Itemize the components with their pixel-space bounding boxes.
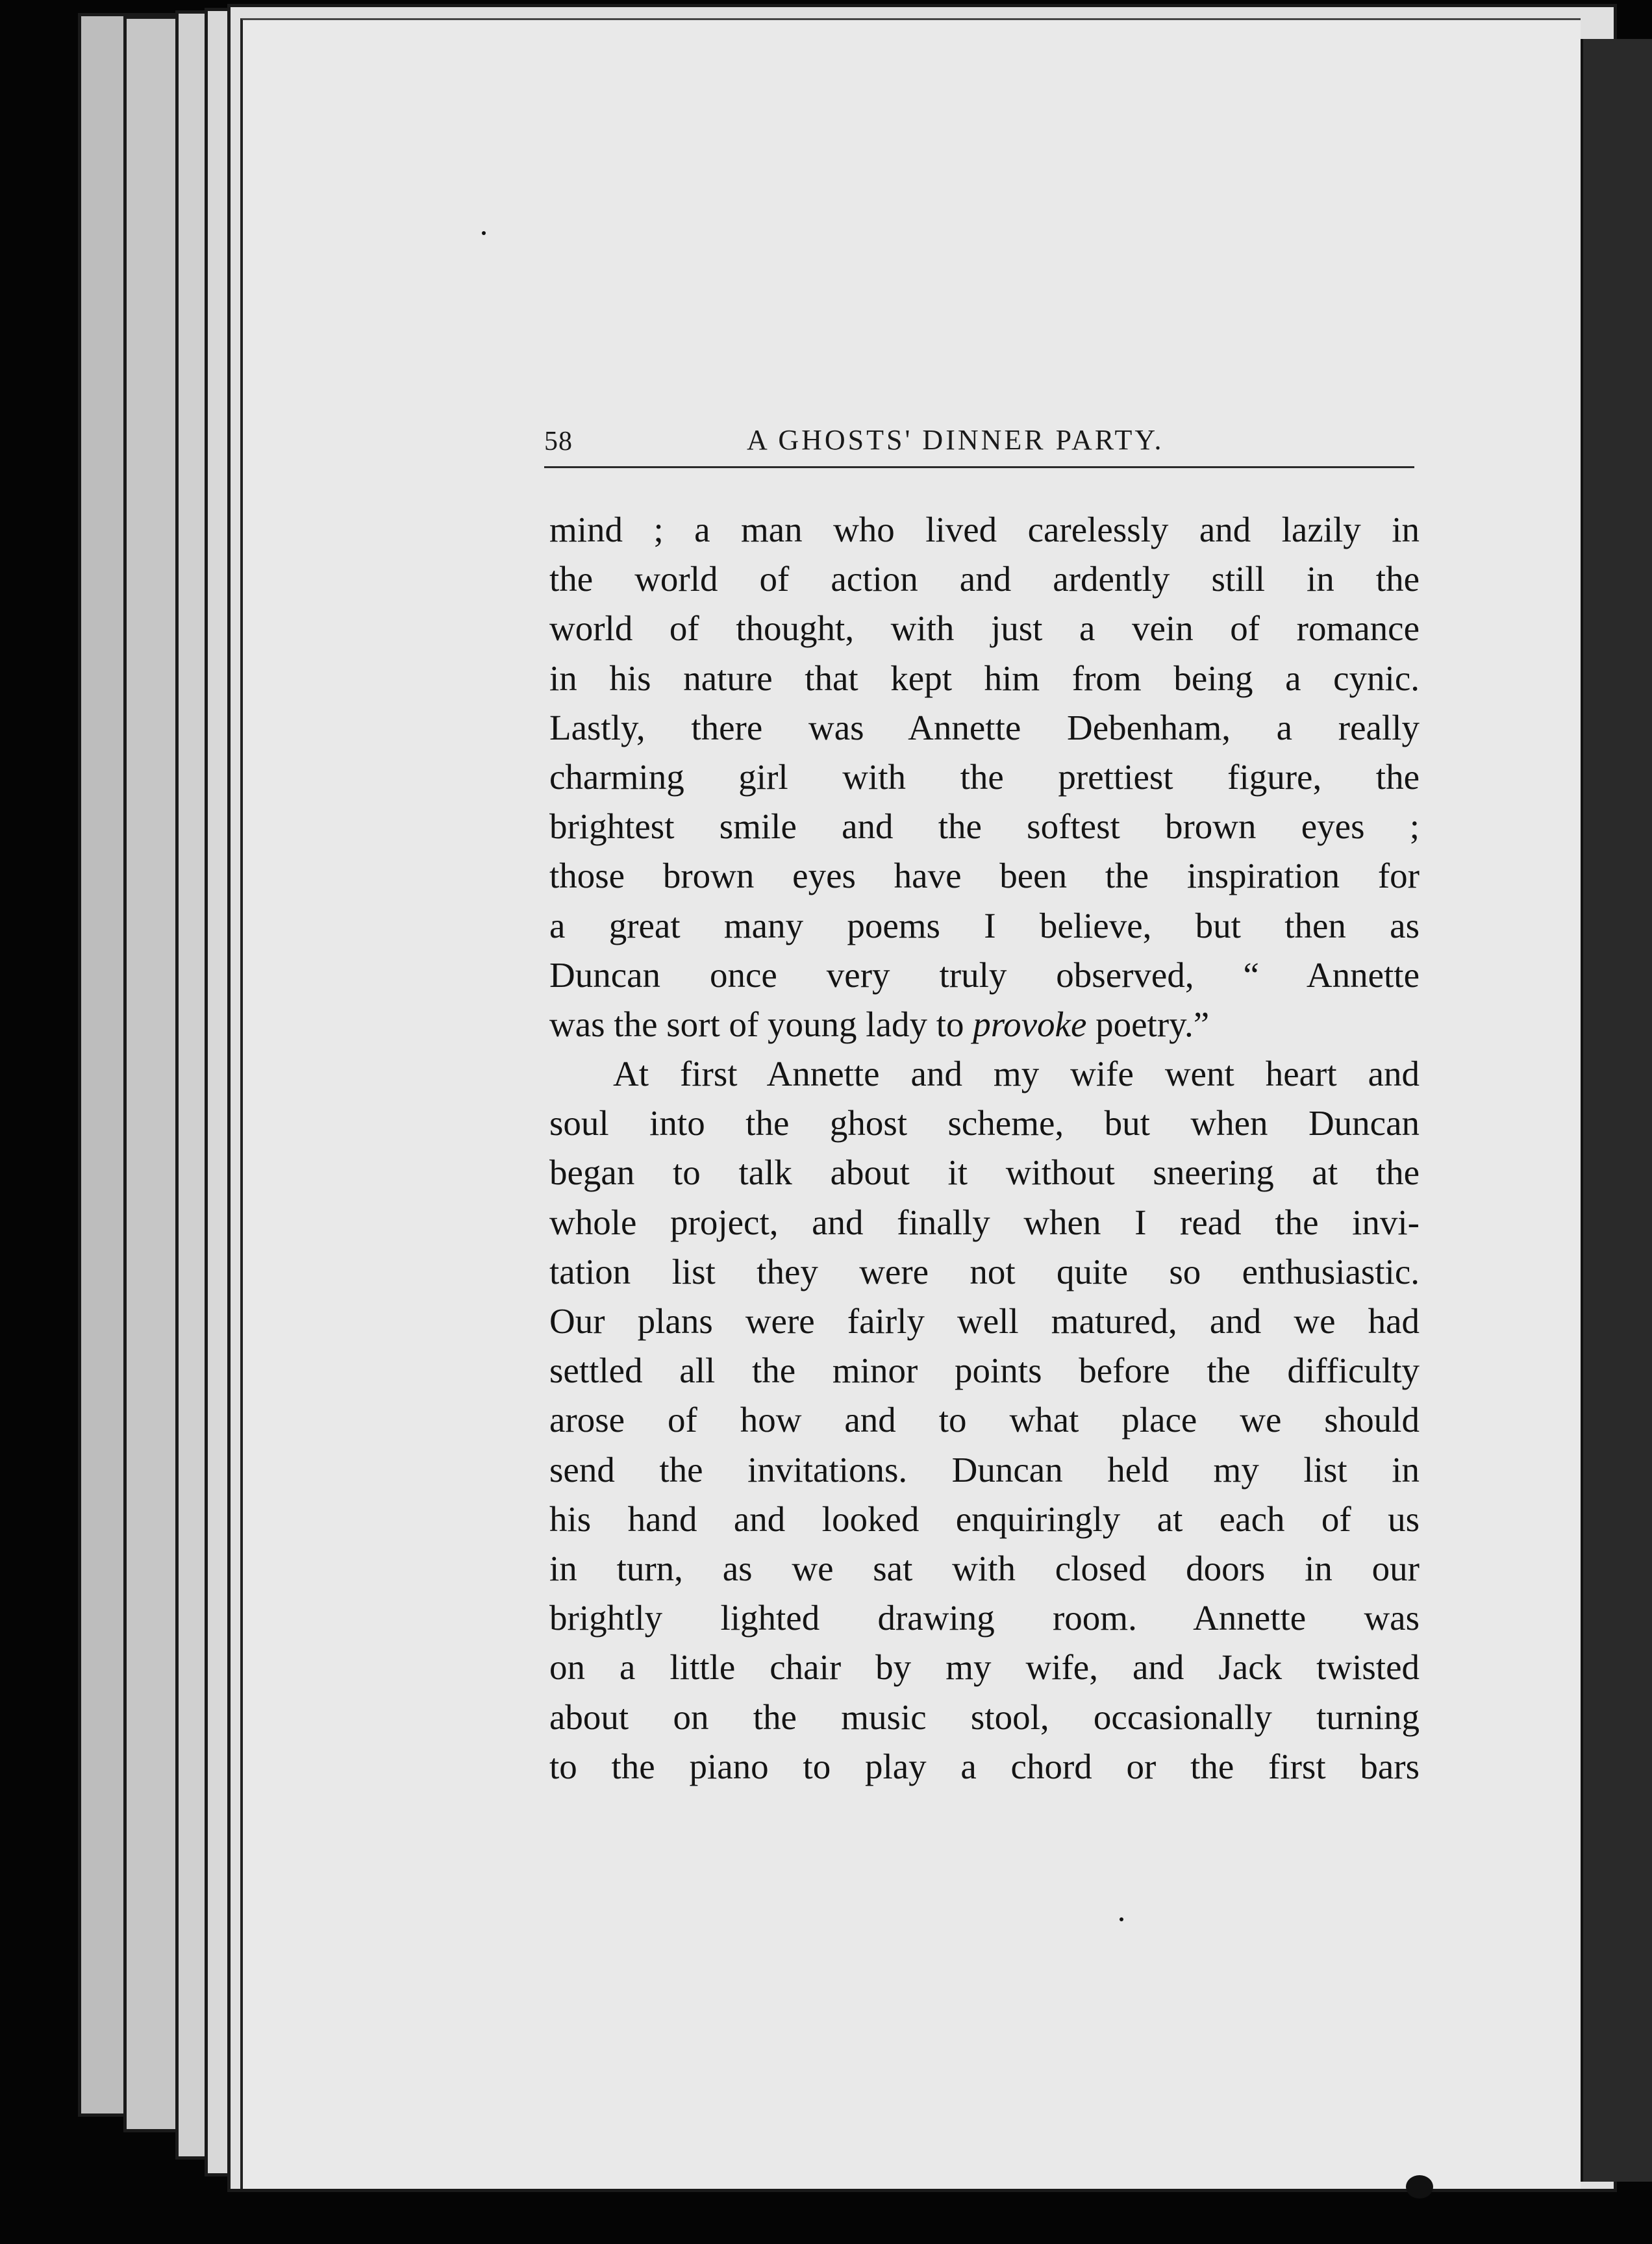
- text-line: Duncan once very truly observed, “ Annette: [549, 954, 1420, 995]
- italic-word: provoke: [973, 1004, 1087, 1044]
- text-line: about on the music stool, occasionally turning: [549, 1697, 1420, 1737]
- ink-speck: [1120, 1917, 1123, 1921]
- text-line: charming girl with the prettiest figure, the: [549, 756, 1420, 797]
- text-line: settled all the minor points before the difficulty: [549, 1351, 1420, 1391]
- body-text: [549, 505, 1420, 1791]
- text-line: soul into the ghost scheme, but when Duncan: [549, 1103, 1420, 1143]
- text-line: on a little chair by my wife, and Jack twisted: [549, 1647, 1420, 1688]
- ink-speck: [482, 231, 486, 235]
- page-header: [544, 421, 1414, 466]
- text-line: brightest smile and the softest brown eyes ;: [549, 806, 1420, 847]
- ink-speck: [1406, 2175, 1433, 2199]
- header-rule: [544, 466, 1414, 468]
- text-line: in his nature that kept him from being a cynic.: [549, 658, 1420, 698]
- text-line: brightly lighted drawing room. Annette was: [549, 1598, 1420, 1638]
- text-line: a great many poems I believe, but then as: [549, 905, 1420, 945]
- text-line: arose of how and to what place we should: [549, 1400, 1420, 1440]
- text-line: Lastly, there was Annette Debenham, a really: [549, 707, 1420, 747]
- book-spine: [1579, 39, 1652, 2182]
- text-line: to the piano to play a chord or the first bars: [549, 1746, 1420, 1786]
- text-line: Our plans were fairly well matured, and we had: [549, 1301, 1420, 1341]
- text-line: those brown eyes have been the inspiration for: [549, 856, 1420, 896]
- text-line: his hand and looked enquiringly at each of us: [549, 1499, 1420, 1539]
- page-number: 58: [544, 427, 573, 456]
- text-line: began to talk about it without sneering at the: [549, 1153, 1420, 1193]
- text-line: world of thought, with just a vein of romance: [549, 608, 1420, 649]
- text-line: tation list they were not quite so enthusiastic.: [549, 1251, 1420, 1291]
- text-line: in turn, as we sat with closed doors in our: [549, 1548, 1420, 1588]
- text-line: At first Annette and my wife went heart and: [613, 1054, 1420, 1094]
- running-title: A GHOSTS' DINNER PARTY.: [747, 424, 1164, 456]
- text-line: the world of action and ardently still in the: [549, 559, 1420, 599]
- text-line: send the invitations. Duncan held my list in: [549, 1449, 1420, 1490]
- text-line: whole project, and finally when I read the invi-: [549, 1202, 1420, 1242]
- text-line: was the sort of young lady to provoke poetry.”: [549, 1004, 1210, 1044]
- text-line: mind ; a man who lived carelessly and lazily in: [549, 510, 1420, 549]
